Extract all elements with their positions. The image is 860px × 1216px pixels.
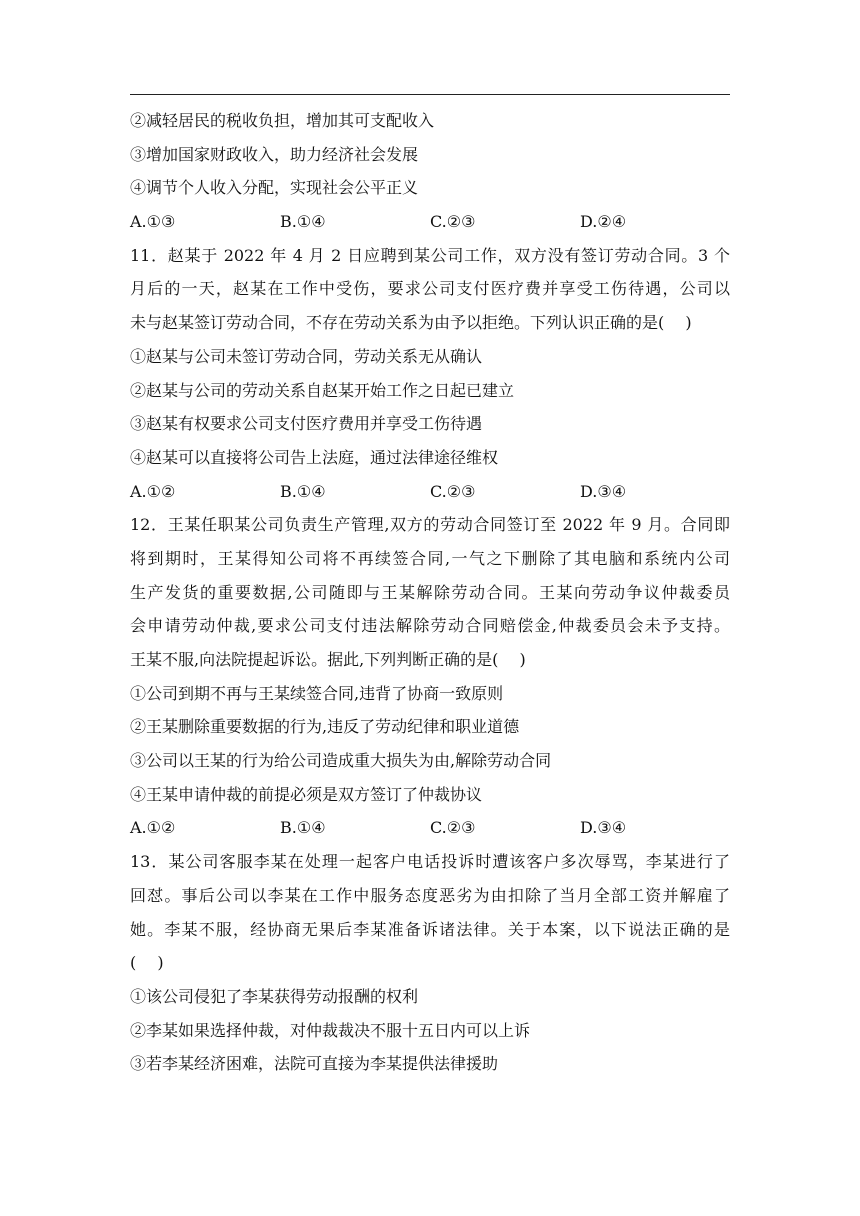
option-c: C.②③ (430, 818, 476, 838)
option-d: D.②④ (580, 212, 627, 232)
question-stem-line: 11．赵某于 2022 年 4 月 2 日应聘到某公司工作，双方没有签订劳动合同。3 个 (130, 245, 730, 265)
option-b: B.①④ (280, 212, 326, 232)
statement: ②赵某与公司的劳动关系自赵某开始工作之日起已建立 (130, 380, 515, 400)
header-rule (130, 94, 730, 95)
question-stem-line: 会申请劳动仲裁,要求公司支付违法解除劳动合同赔偿金,仲裁委员会未予支持。 (130, 616, 730, 636)
question-stem-line: ( ) (130, 953, 164, 973)
question-13 (130, 845, 730, 1081)
statement: ③赵某有权要求公司支付医疗费用并享受工伤待遇 (130, 414, 483, 434)
statement: ④调节个人收入分配，实现社会公平正义 (130, 178, 419, 198)
page-content (130, 104, 730, 1081)
question-11 (130, 239, 730, 509)
option-a: A.①② (130, 481, 176, 501)
question-stem-line: 王某不服,向法院提起诉讼。据此,下列判断正确的是( ) (130, 650, 526, 669)
question-stem-line: 12．王某任职某公司负责生产管理,双方的劳动合同签订至 2022 年 9 月。合同即 (130, 515, 730, 535)
question-stem-line: 未与赵某签订劳动合同，不存在劳动关系为由予以拒绝。下列认识正确的是( ) (130, 313, 692, 333)
question-stem-line: 回怼。事后公司以李某在工作中服务态度恶劣为由扣除了当月全部工资并解雇了 (130, 885, 730, 905)
question-stem-line: 生产发货的重要数据,公司随即与王某解除劳动合同。王某向劳动争议仲裁委员 (130, 582, 730, 602)
answer-options (130, 475, 730, 509)
statement: ③增加国家财政收入，助力经济社会发展 (130, 144, 419, 164)
question-12 (130, 508, 730, 845)
answer-options (130, 205, 730, 239)
option-d: D.③④ (580, 818, 627, 838)
question-stem-line: 13．某公司客服李某在处理一起客户电话投诉时遭该客户多次辱骂，李某进行了 (130, 852, 730, 872)
question-stem-line: 她。李某不服，经协商无果后李某准备诉诸法律。关于本案，以下说法正确的是 (130, 919, 730, 939)
option-a: A.①③ (130, 212, 176, 232)
statement: ①赵某与公司未签订劳动合同，劳动关系无从确认 (130, 346, 483, 366)
option-d: D.③④ (580, 481, 627, 501)
option-b: B.①④ (280, 818, 326, 838)
statement: ②减轻居民的税收负担，增加其可支配收入 (130, 111, 435, 130)
statement: ③若李某经济困难，法院可直接为李某提供法律援助 (130, 1054, 499, 1074)
question-stem-line: 将到期时，王某得知公司将不再续签合同,一气之下删除了其电脑和系统内公司 (130, 548, 730, 568)
option-a: A.①② (130, 818, 176, 838)
question-stem-line: 月后的一天，赵某在工作中受伤，要求公司支付医疗费并享受工伤待遇，公司以 (130, 279, 730, 299)
statement: ②王某删除重要数据的行为,违反了劳动纪律和职业道德 (130, 717, 520, 737)
statement: ②李某如果选择仲裁，对仲裁裁决不服十五日内可以上诉 (130, 1020, 531, 1040)
answer-options (130, 811, 730, 845)
option-b: B.①④ (280, 481, 326, 501)
statement: ①该公司侵犯了李某获得劳动报酬的权利 (130, 986, 419, 1006)
option-c: C.②③ (430, 481, 476, 501)
statement: ④王某申请仲裁的前提必须是双方签订了仲裁协议 (130, 784, 483, 804)
statement: ①公司到期不再与王某续签合同,违背了协商一致原则 (130, 683, 504, 703)
statement: ③公司以王某的行为给公司造成重大损失为由,解除劳动合同 (130, 751, 552, 771)
option-c: C.②③ (430, 212, 476, 232)
statement: ④赵某可以直接将公司告上法庭，通过法律途径维权 (130, 447, 499, 467)
